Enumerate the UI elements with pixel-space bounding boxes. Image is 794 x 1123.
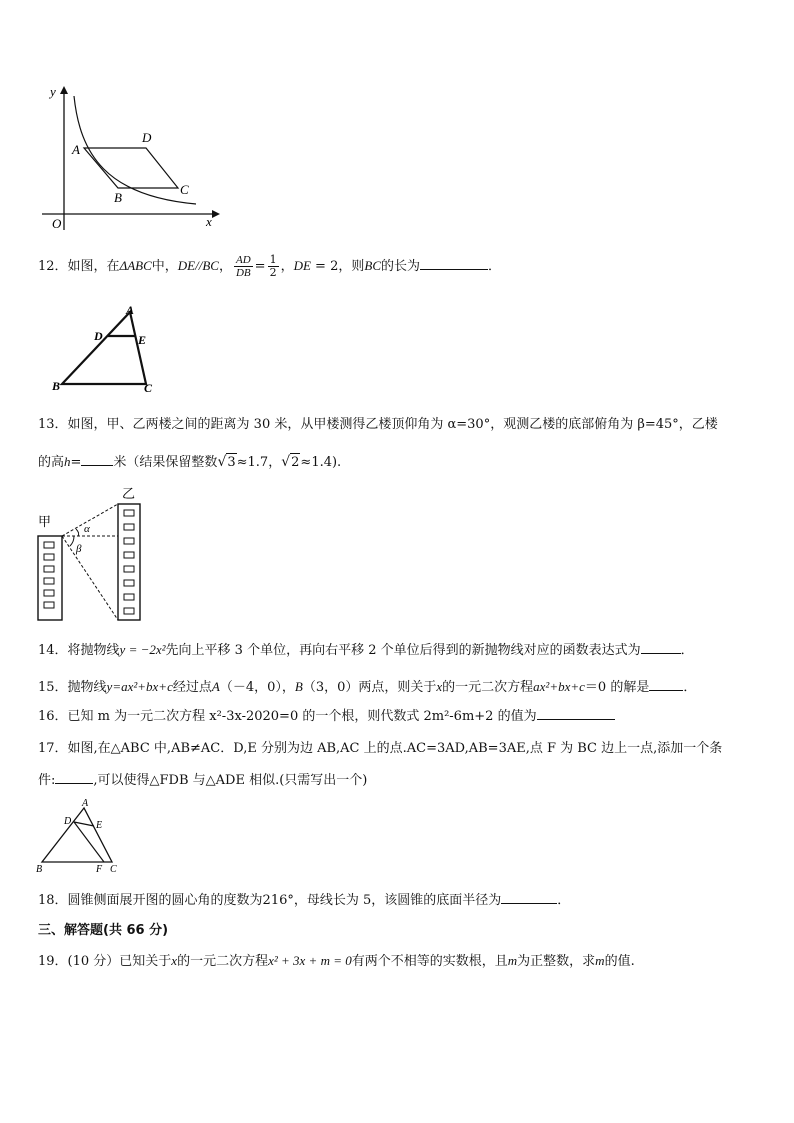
triangle-abc [42,808,112,862]
angle-beta-arc [70,536,74,546]
building-yi [118,504,140,620]
sight-line-bottom [62,536,118,620]
answer-blank-13[interactable] [81,452,113,466]
label-d: D [64,816,72,827]
question-16: 16．已知 m 为一元二次方程 x²-3x-2020=0 的一个根，则代数式 2m²-6m+2 的值为 [38,706,615,726]
question-13-line2: 的高h= 米（结果保留整数√3≈1.7，√2≈1.4). [38,454,342,470]
label-b: B [52,379,61,393]
label-a: A [72,142,80,157]
label-o: O [52,216,62,231]
label-b: B [36,864,43,875]
angle-alpha-arc [76,529,79,536]
x-axis-arrow [212,210,220,218]
parallelogram-abcd [84,148,178,188]
answer-blank-14[interactable] [641,640,681,654]
label-beta: β [76,543,82,555]
y-axis-arrow [60,86,68,94]
question-14: 14．将抛物线y = −2x²先向上平移 3 个单位，再向右平移 2 个单位后得到的新抛物线对应的函数表达式为 ． [38,642,694,658]
label-jia: 甲 [38,514,52,529]
label-f: F [96,864,103,875]
triangle-abc [62,312,146,384]
label-e: E [138,333,147,347]
sight-line-top [62,504,118,536]
jia-windows [44,542,54,608]
question-17-line1: 17．如图,在△ABC 中,AB≠AC．D,E 分别为边 AB,AC 上的点.AC=3AD,AB=3AE,点 F 为 BC 边上一点,添加一个条 [38,741,723,756]
question-15: 15．抛物线y=ax²+bx+c经过点A（－4，0），B（3，0）两点，则关于x的一元二次方程ax²+bx+c＝0 的解是 ． [38,679,697,695]
question-12: 12．如图，在ΔABC中，DE//BC， $\frac{AD}{DB}$ = $\frac{1}{2}$ ，DE = 2，则BC的长为 ． [38,253,502,279]
answer-blank-18[interactable] [501,890,557,904]
label-x: x [206,214,212,229]
fraction-one-half: $\frac{1}{2}$ [269,253,277,279]
label-alpha: α [84,523,90,535]
label-e: E [96,820,103,831]
answer-blank-12[interactable] [420,256,488,270]
label-a: A [82,798,89,809]
label-d: D [94,329,103,343]
section-3-heading: 三、解答题(共 66 分) [38,923,169,938]
yi-windows [124,510,134,614]
figure-17-triangle [34,796,124,878]
question-18: 18．圆锥侧面展开图的圆心角的度数为216°，母线长为 5，该圆锥的底面半径为 ． [38,890,570,910]
label-b: B [114,190,122,205]
question-17-line2: 件: ,可以使得△FDB 与△ADE 相似.(只需写出一个) [38,770,367,790]
answer-blank-17[interactable] [55,770,93,784]
answer-blank-16[interactable] [537,706,615,720]
question-13-line1: 13．如图，甲、乙两楼之间的距离为 30 米，从甲楼测得乙楼顶仰角为 α=30°，观测乙楼的底部俯角为 β=45°，乙楼 [38,417,718,432]
label-yi: 乙 [122,486,136,501]
label-d: D [142,130,152,145]
figure-13-buildings [34,486,154,622]
figure-11-parabola-graph [36,84,226,234]
label-c: C [110,864,117,875]
answer-blank-15[interactable] [649,677,683,691]
label-c: C [144,381,153,394]
figure-12-triangle [48,304,168,394]
label-a: A [126,304,135,317]
label-c: C [180,182,189,197]
label-y: y [50,84,56,99]
fraction-ad-db: $\frac{AD}{DB}$ [235,254,251,279]
question-19: 19．(10 分）已知关于x的一元二次方程x² + 3x + m = 0有两个不相等的实数根，且m为正整数，求m的值. [38,953,635,969]
